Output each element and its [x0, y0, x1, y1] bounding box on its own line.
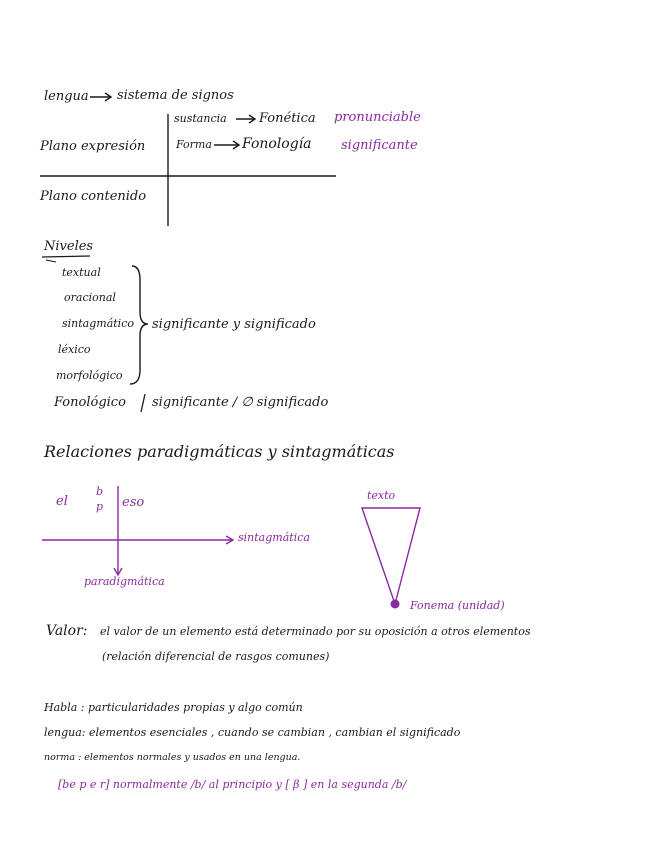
- significante-significado-label: significante y significado: [152, 317, 316, 332]
- niveles-title: Niveles: [44, 239, 94, 254]
- nivel-oracional: oracional: [64, 291, 116, 304]
- sintagmatica-label: sintagmática: [238, 531, 310, 544]
- valor-label: Valor:: [46, 623, 88, 639]
- fonema-label: Fonema (unidad): [410, 599, 505, 612]
- eso-label: eso: [122, 495, 145, 510]
- fonologico-right-label: significante / ∅ significado: [152, 395, 329, 410]
- texto-label: texto: [367, 489, 396, 502]
- fonema-dot: [391, 600, 400, 609]
- b-label: b: [96, 485, 104, 498]
- valor-line-2: (relación diferencial de rasgos comunes): [102, 650, 330, 663]
- fonologia-label: Fonología: [242, 136, 312, 152]
- forma-label: Forma: [176, 138, 212, 151]
- niveles-connector: [46, 260, 56, 262]
- axis-sintagmatica: [42, 536, 233, 544]
- nivel-textual: textual: [62, 266, 101, 279]
- valor-line-1: el valor de un elemento está determinado por su oposición a otros elementos: [100, 625, 531, 638]
- pronunciable-label: pronunciable: [334, 110, 421, 125]
- habla-line: Habla : particularidades propias y algo común: [44, 701, 303, 714]
- norma-line: norma : elementos normales y usados en una lengua.: [44, 752, 301, 763]
- fonologico-label: Fonológico: [54, 395, 126, 410]
- paradigmatica-label: paradigmática: [84, 575, 165, 588]
- lengua-label: lengua: [44, 89, 89, 104]
- nivel-morfologico: morfológico: [56, 369, 123, 382]
- fonetica-label: Fonética: [259, 111, 316, 126]
- arrow-lengua-sistema: [90, 93, 111, 101]
- el-label: el: [56, 494, 68, 509]
- plano-contenido-label: Plano contenido: [40, 189, 147, 204]
- arrow-sustancia-fonetica: [236, 115, 255, 123]
- p-label: p: [96, 500, 104, 513]
- plano-expresion-label: Plano expresión: [40, 139, 146, 154]
- lengua-line: lengua: elementos esenciales , cuando se cambian , cambian el significado: [44, 726, 461, 739]
- texto-triangle: [362, 508, 420, 604]
- relaciones-title: Relaciones paradigmáticas y sintagmáticas: [44, 442, 395, 461]
- fonologico-tick: [141, 394, 145, 412]
- sustancia-label: sustancia: [174, 112, 227, 125]
- nivel-lexico: léxico: [58, 343, 91, 356]
- niveles-underline: [42, 256, 90, 257]
- sistema-label: sistema de signos: [117, 88, 234, 103]
- arrow-forma-fonologia: [214, 141, 239, 149]
- nivel-sintagmatico: sintagmático: [62, 317, 134, 330]
- axis-paradigmatica: [114, 486, 122, 575]
- phonetic-line: [be p e r] normalmente /b/ al principio y [ β ] en la segunda /b/: [58, 778, 407, 791]
- significante-label: significante: [341, 138, 418, 153]
